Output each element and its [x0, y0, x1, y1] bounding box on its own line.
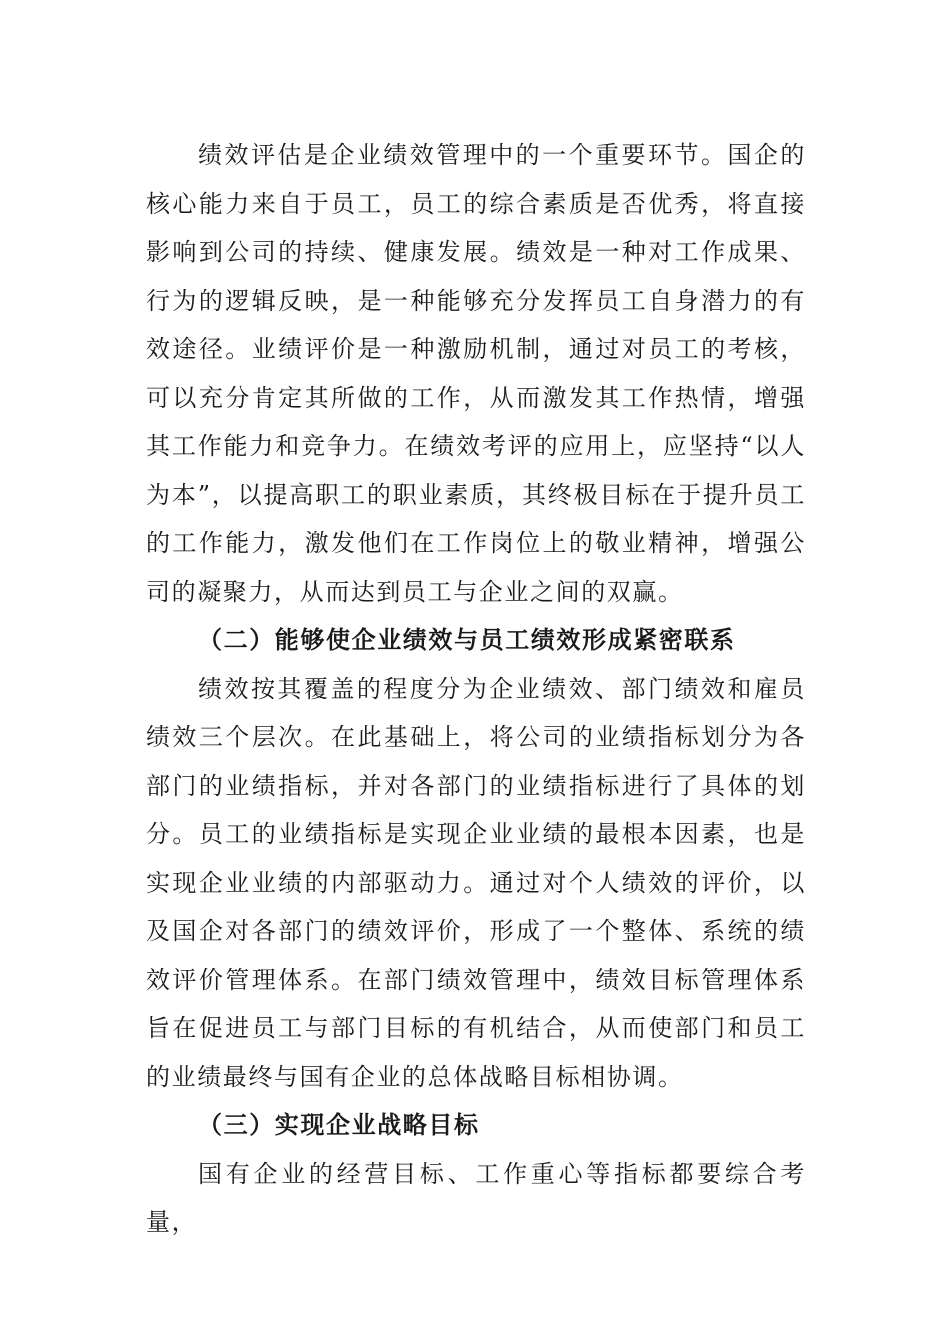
- body-paragraph: 国有企业的经营目标、工作重心等指标都要综合考量，: [146, 1159, 806, 1236]
- section-heading: （二）能够使企业绩效与员工绩效形成紧密联系: [198, 625, 736, 654]
- document-body: [146, 131, 806, 1247]
- section-heading: （三）实现企业战略目标: [198, 1110, 480, 1139]
- body-paragraph: 绩效评估是企业绩效管理中的一个重要环节。国企的核心能力来自于员工，员工的综合素质是否优秀，将直接影响到公司的持续、健康发展。绩效是一种对工作成果、行为的逻辑反映，是一种能够充分发挥员工自身潜力的有效途径。业绩评价是一种激励机制，通过对员工的考核，可以充分肯定其所做的工作，从而激发其工作热情，增强其工作能力和竞争力。在绩效考评的应用上，应坚持“以人为本”，以提高职工的职业素质，其终极目标在于提升员工的工作能力，激发他们在工作岗位上的敬业精神，增强公司的凝聚力，从而达到员工与企业之间的双赢。: [146, 141, 806, 606]
- body-paragraph: 绩效按其覆盖的程度分为企业绩效、部门绩效和雇员绩效三个层次。在此基础上，将公司的业绩指标划分为各部门的业绩指标，并对各部门的业绩指标进行了具体的划分。员工的业绩指标是实现企业业绩的最根本因素，也是实现企业业绩的内部驱动力。通过对个人绩效的评价，以及国企对各部门的绩效评价，形成了一个整体、系统的绩效评价管理体系。在部门绩效管理中，绩效目标管理体系旨在促进员工与部门目标的有机结合，从而使部门和员工的业绩最终与国有企业的总体战略目标相协调。: [146, 674, 806, 1091]
